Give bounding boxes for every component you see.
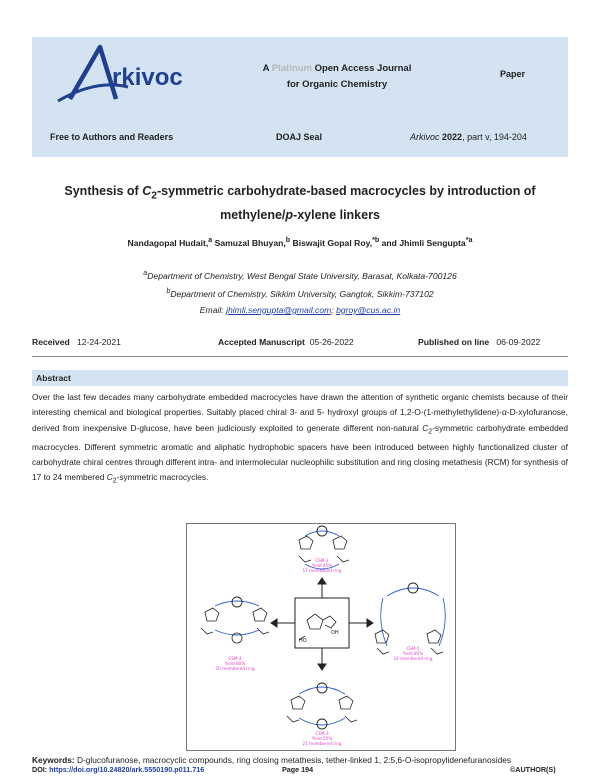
svg-text:Yield 80%: Yield 80% bbox=[224, 661, 246, 666]
svg-text:CSM-4: CSM-4 bbox=[228, 656, 242, 661]
copyright: ©AUTHOR(S) bbox=[510, 765, 556, 774]
email-link-2[interactable]: bgroy@cus.ac.in bbox=[336, 304, 401, 315]
paper-type: Paper bbox=[500, 69, 526, 79]
graphical-abstract bbox=[186, 523, 456, 751]
svg-text:Yield 55%: Yield 55% bbox=[311, 736, 333, 741]
accepted-date: Accepted Manuscript 05-26-2022 bbox=[218, 337, 354, 347]
paper-title: Synthesis of $C_2$-symmetric carbohydrate-based macrocycles by introduction of methylene/p-xylene linkers bbox=[64, 184, 536, 222]
svg-text:Yield 45%: Yield 45% bbox=[311, 563, 333, 568]
keywords: Keywords: D-glucofuranose, macrocyclic compounds, ring closing metathesis, tether-linked 1, 2:5,6-O-isopropylidenefuranosides bbox=[32, 755, 512, 765]
published-date: Published on line 06-09-2022 bbox=[418, 337, 541, 347]
arkivoc-logo bbox=[56, 41, 216, 121]
author-list: Nandagopal Hudait,$^a$ Samuzal Bhuyan,$^b$ Biswajit Gopal Roy,$^{*b}$ and Jhimli Sengupta$^{*a}$ bbox=[127, 236, 473, 248]
affiliations: $^a$Department of Chemistry, West Bengal State University, Barasat, Kolkata-700126 $^b$Department of Chemistry, Sikkim University, Gangtok, Sikkim-737102 Email: jhimli.sengupta@gmail.com; bgroy@cus.ac.in bbox=[143, 269, 457, 315]
svg-text:CSM-3: CSM-3 bbox=[315, 731, 329, 736]
macrocycle-scheme bbox=[187, 524, 455, 750]
svg-text:HO: HO bbox=[299, 638, 307, 644]
citation: Arkivoc 2022, part v, 194-204 bbox=[410, 132, 527, 142]
svg-text:24 membered ring: 24 membered ring bbox=[393, 656, 433, 661]
svg-text:rkivoc: rkivoc bbox=[112, 64, 183, 91]
doi: DOI: https://doi.org/10.24820/ark.5550190.p011.716 bbox=[32, 765, 205, 774]
svg-text:CSM-2: CSM-2 bbox=[315, 558, 329, 563]
received-date: Received 12-24-2021 bbox=[32, 337, 121, 347]
abstract-text: Over the last few decades many carbohydrate embedded macrocycles have drawn the attention of synthetic organic chemists because of their interesting chemical and biological properties. Suitably placed chiral 3- and 5- hydroxyl groups of 1,2-O-(1-methylethylidene)-α-D-xylofuranose, derived from inexpensive D-glucose, have been judiciously exploited to generate different non-natural $C_2$-symmetric carbohydrate embedded macrocycles. Different symmetric aromatic and aliphatic hydrophobic spacers have been introduced between highly functionalized cluster of carbohydrate chiral centres through different intra- and intermolecular nucleophilic substitution and ring closing metathesis (RCM) for synthesis of 17 to 24 membered $C_2$-symmetric macrocycles. bbox=[32, 392, 568, 485]
doaj-seal-label: DOAJ Seal bbox=[276, 132, 323, 142]
abstract-heading: Abstract bbox=[32, 370, 568, 386]
svg-text:Yield 80%: Yield 80% bbox=[402, 651, 424, 656]
journal-name: A Platinum Open Access Journal for Organic Chemistry bbox=[262, 63, 412, 90]
svg-text:17 membered ring: 17 membered ring bbox=[302, 568, 342, 573]
free-access-label: Free to Authors and Readers bbox=[50, 132, 174, 142]
divider bbox=[32, 356, 568, 357]
journal-header bbox=[32, 37, 568, 157]
svg-text:CSM-5: CSM-5 bbox=[406, 646, 420, 651]
doi-link[interactable]: https://doi.org/10.24820/ark.5550190.p011.716 bbox=[49, 765, 205, 774]
svg-text:20 membered ring: 20 membered ring bbox=[215, 666, 255, 671]
page-number: Page 194 bbox=[282, 765, 314, 774]
email-link-1[interactable]: jhimli.sengupta@gmail.com bbox=[226, 304, 332, 315]
svg-text:OH: OH bbox=[331, 630, 339, 636]
svg-text:21 membered ring: 21 membered ring bbox=[302, 741, 342, 746]
